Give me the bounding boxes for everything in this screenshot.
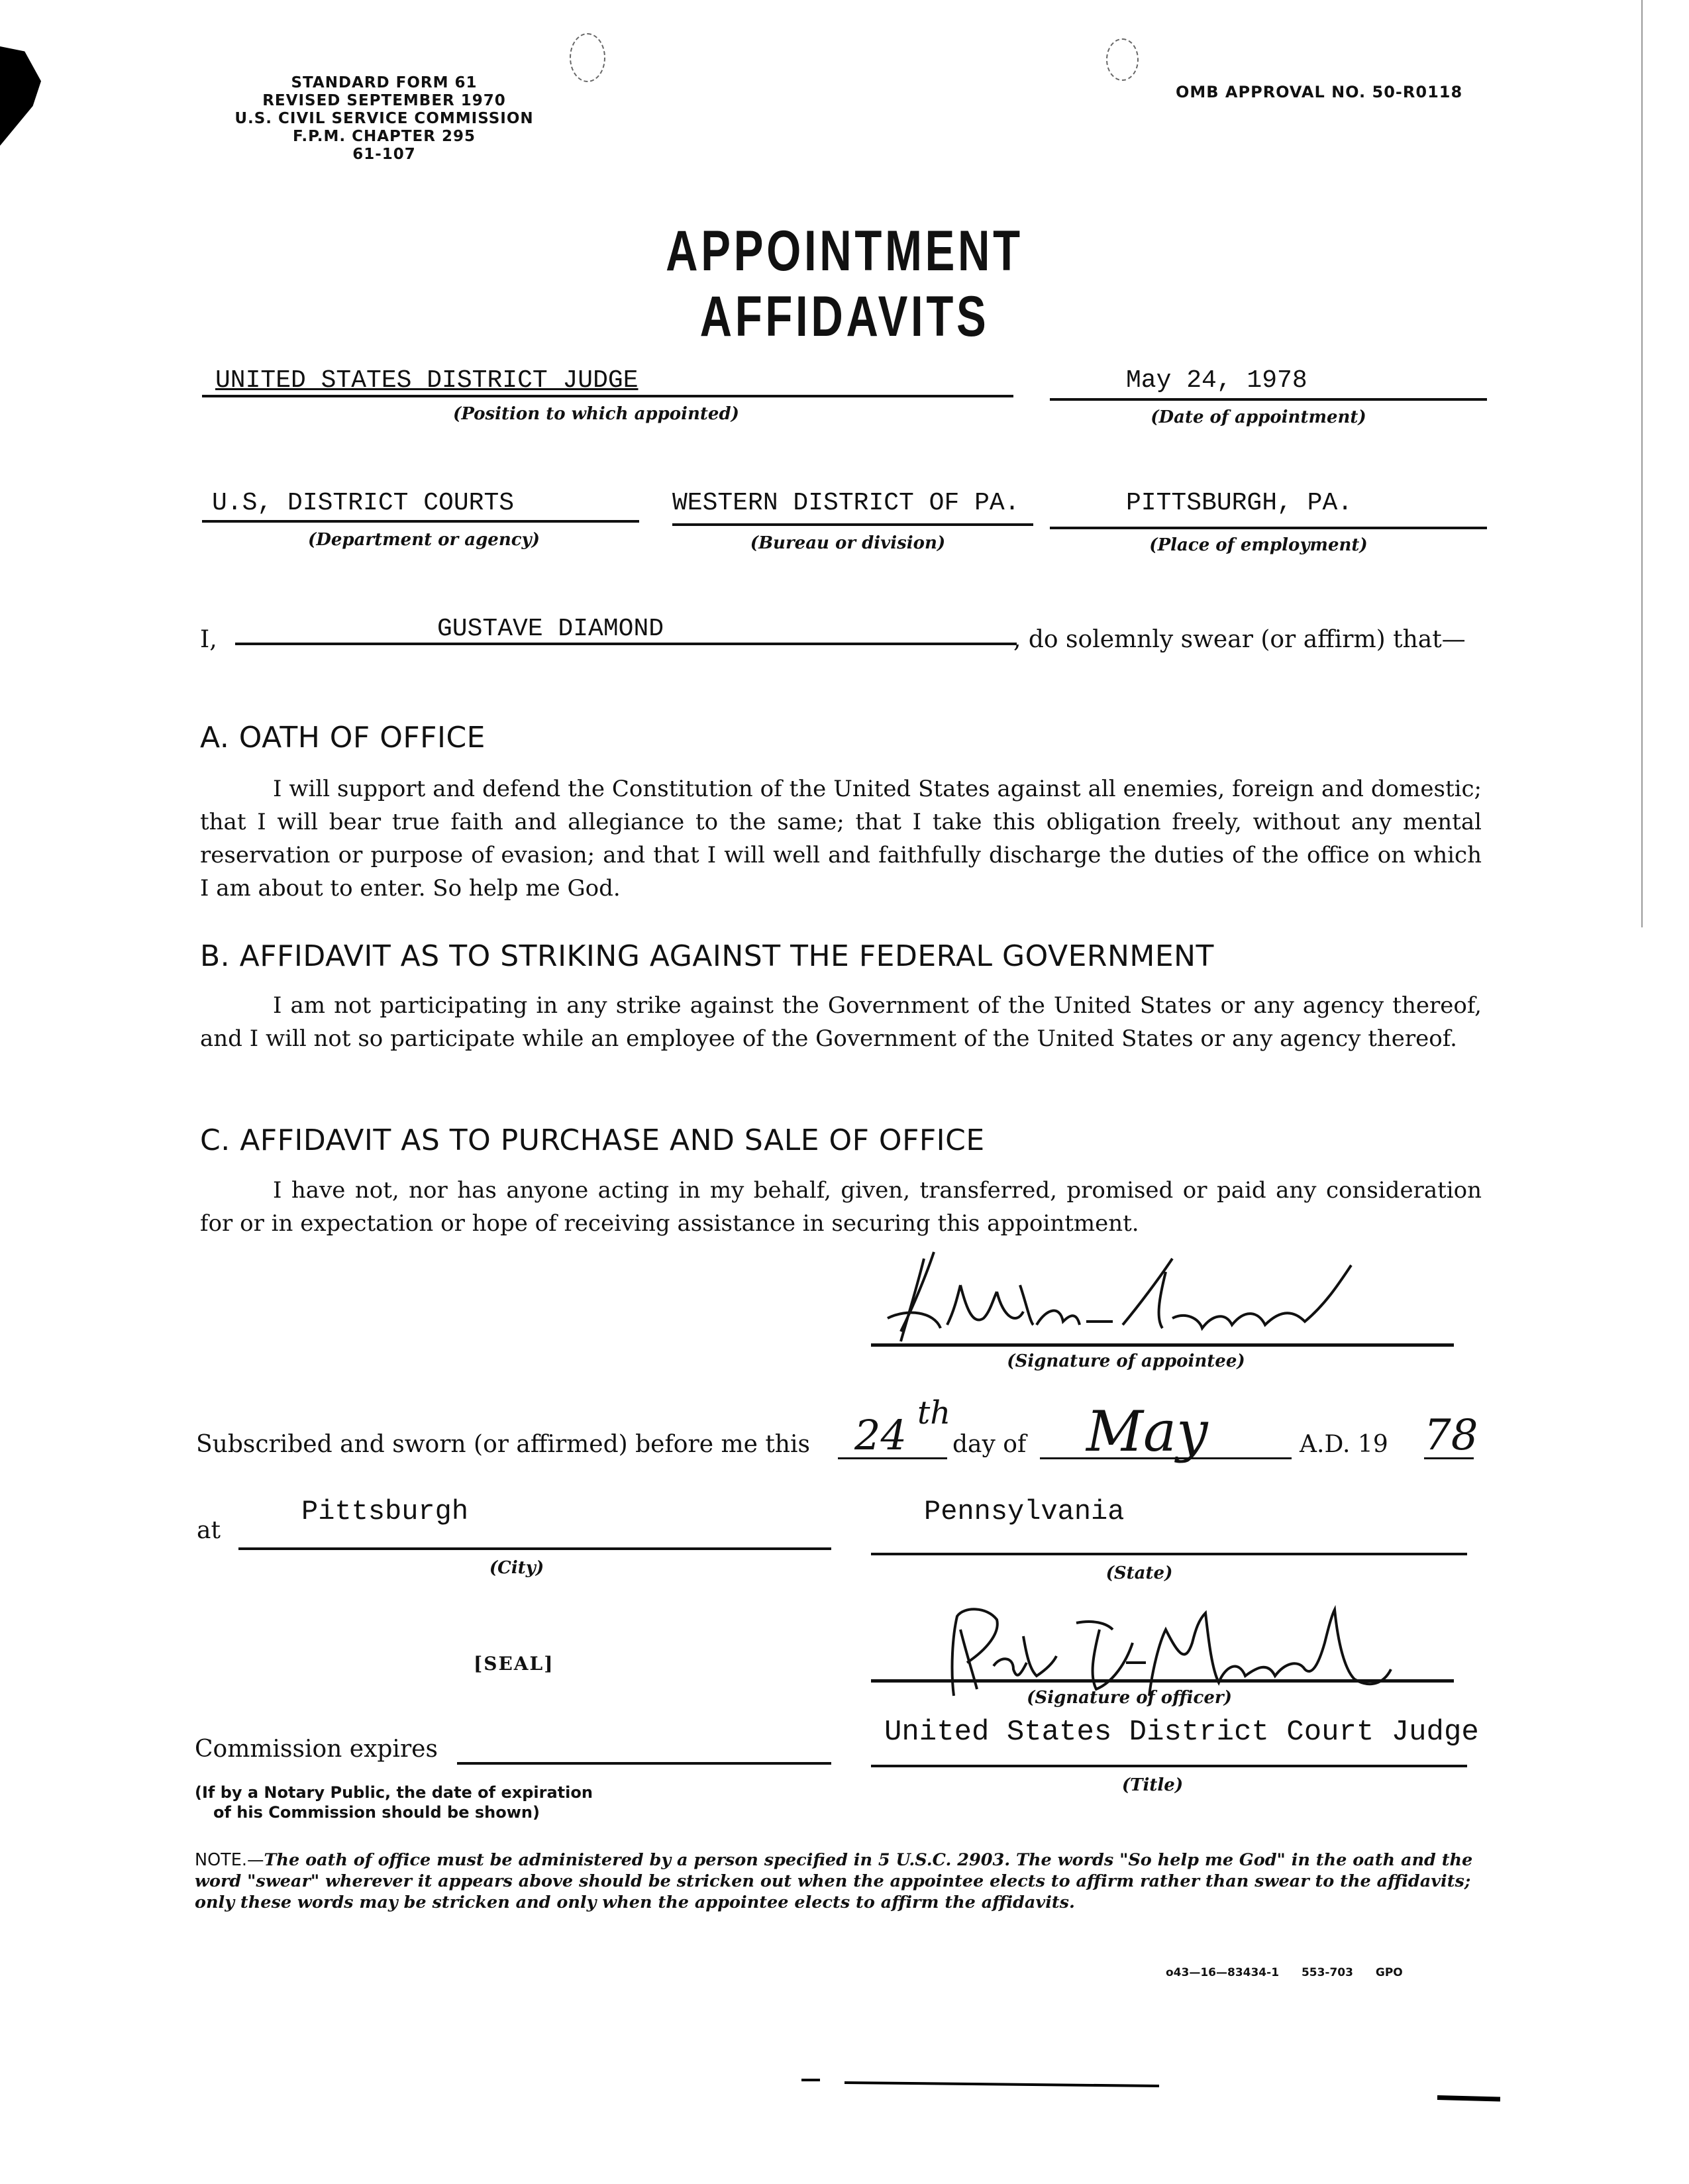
section-text-oath	[200, 772, 1482, 905]
form-header-line: F.P.M. CHAPTER 295	[293, 128, 476, 145]
form-header	[199, 74, 570, 164]
state-value[interactable]: Pennsylvania	[924, 1496, 1125, 1528]
footnote	[195, 1849, 1473, 1913]
department-value[interactable]: U.S, DISTRICT COURTS	[212, 489, 515, 517]
position-value[interactable]: UNITED STATES DISTRICT JUDGE	[215, 366, 639, 395]
scan-line	[844, 2081, 1159, 2087]
form-header-line: U.S. CIVIL SERVICE COMMISSION	[234, 110, 534, 127]
date-value[interactable]: May 24, 1978	[1126, 366, 1307, 395]
scan-edge-mark	[0, 46, 41, 146]
position-line	[202, 395, 1013, 397]
sworn-year[interactable]: 78	[1424, 1411, 1478, 1460]
commission-line[interactable]	[457, 1762, 831, 1765]
officer-title-caption: (Title)	[1121, 1775, 1184, 1795]
punch-hole-mark	[1106, 38, 1139, 81]
punch-hole-mark	[570, 33, 605, 82]
bureau-line	[672, 523, 1033, 526]
signature-stroke	[952, 1609, 1391, 1696]
omb-approval: OMB APPROVAL NO. 50-R0118	[1176, 83, 1463, 101]
state-caption: (State)	[1105, 1563, 1173, 1583]
appointee-signature-line	[871, 1343, 1454, 1347]
section-body: I will support and defend the Constitution of the United States against all enemies, foreign and domestic; that I will bear true faith and allegiance to the same; that I take this obligation freely, without any mental reservation or purpose of evasion; and that I will well and faithfully discharge the duties of the office on which I am about to enter. So help me God.	[200, 776, 1482, 902]
place-value[interactable]: PITTSBURGH, PA.	[1126, 489, 1353, 517]
section-heading-striking: B. AFFIDAVIT AS TO STRIKING AGAINST THE FEDERAL GOVERNMENT	[200, 939, 1214, 973]
city-value[interactable]: Pittsburgh	[301, 1496, 469, 1528]
scan-line	[1437, 2095, 1500, 2101]
form-header-line: REVISED SEPTEMBER 1970	[262, 92, 506, 109]
commission-caption-line1: (If by a Notary Public, the date of expiration	[195, 1783, 593, 1802]
date-caption: (Date of appointment)	[1151, 407, 1366, 427]
note-text: The oath of office must be administered by a person specified in 5 U.S.C. 2903. The words "So help me God" in the oath and the word "swear" wherever it appears above should be stricken out when the appointee elects to affirm rather than swear to the affidavits; only these words may be stricken and only when the appointee elects to affirm the affidavits.	[195, 1850, 1473, 1912]
signature-stroke	[888, 1252, 1351, 1341]
seal-placeholder: [SEAL]	[474, 1653, 554, 1675]
bureau-value[interactable]: WESTERN DISTRICT OF PA.	[672, 489, 1020, 517]
officer-signature-caption: (Signature of officer)	[1027, 1688, 1232, 1708]
at-label: at	[197, 1517, 221, 1544]
sworn-month[interactable]: May	[1086, 1399, 1208, 1464]
position-caption: (Position to which appointed)	[453, 404, 739, 424]
officer-signature-line	[871, 1679, 1454, 1683]
sworn-day[interactable]: 24	[854, 1411, 907, 1459]
scan-line	[801, 2079, 820, 2081]
city-line	[238, 1547, 831, 1550]
city-caption: (City)	[489, 1558, 544, 1578]
day-of-label: day of	[952, 1431, 1027, 1458]
place-line	[1050, 527, 1487, 529]
bureau-caption: (Bureau or division)	[750, 533, 946, 553]
section-text-striking	[200, 989, 1482, 1055]
form-header-line: 61-107	[352, 146, 416, 163]
print-code: o43—16—83434-1 553-703 GPO	[1166, 1966, 1403, 1979]
state-line	[871, 1553, 1467, 1555]
commission-label: Commission expires	[195, 1736, 438, 1763]
section-heading-purchase: C. AFFIDAVIT AS TO PURCHASE AND SALE OF OFFICE	[200, 1123, 985, 1157]
date-line	[1050, 398, 1487, 401]
section-text-purchase	[200, 1174, 1482, 1240]
section-body: I have not, nor has anyone acting in my behalf, given, transferred, promised or paid any consideration for or in expectation or hope of receiving assistance in securing this appointment.	[200, 1177, 1482, 1237]
page-title: APPOINTMENT AFFIDAVITS	[666, 219, 1023, 348]
sworn-prefix: Subscribed and sworn (or affirmed) before me this	[196, 1431, 810, 1458]
ad-label: A.D. 19	[1300, 1431, 1388, 1458]
department-line	[202, 520, 639, 523]
department-caption: (Department or agency)	[308, 530, 540, 550]
appointee-signature-caption: (Signature of appointee)	[1007, 1351, 1245, 1371]
officer-title-line	[871, 1765, 1467, 1767]
section-body: I am not participating in any strike against the Government of the United States or any agency thereof, and I will not so participate while an employee of the Government of the United States or any agency thereof.	[200, 992, 1482, 1052]
sworn-day-suffix: th	[917, 1394, 951, 1431]
officer-title-value[interactable]: United States District Court Judge	[884, 1716, 1479, 1749]
note-label: NOTE.—	[195, 1850, 264, 1870]
place-caption: (Place of employment)	[1149, 535, 1368, 555]
appointee-name[interactable]: GUSTAVE DIAMOND	[437, 615, 664, 643]
commission-caption-line2: of his Commission should be shown)	[213, 1803, 540, 1822]
margin-line	[1641, 0, 1643, 927]
oath-suffix: , do solemnly swear (or affirm) that—	[1013, 626, 1466, 653]
section-heading-oath: A. OATH OF OFFICE	[200, 721, 486, 754]
oath-prefix: I,	[200, 626, 217, 653]
form-header-line: STANDARD FORM 61	[291, 74, 478, 91]
appointee-signature	[861, 1245, 1457, 1351]
